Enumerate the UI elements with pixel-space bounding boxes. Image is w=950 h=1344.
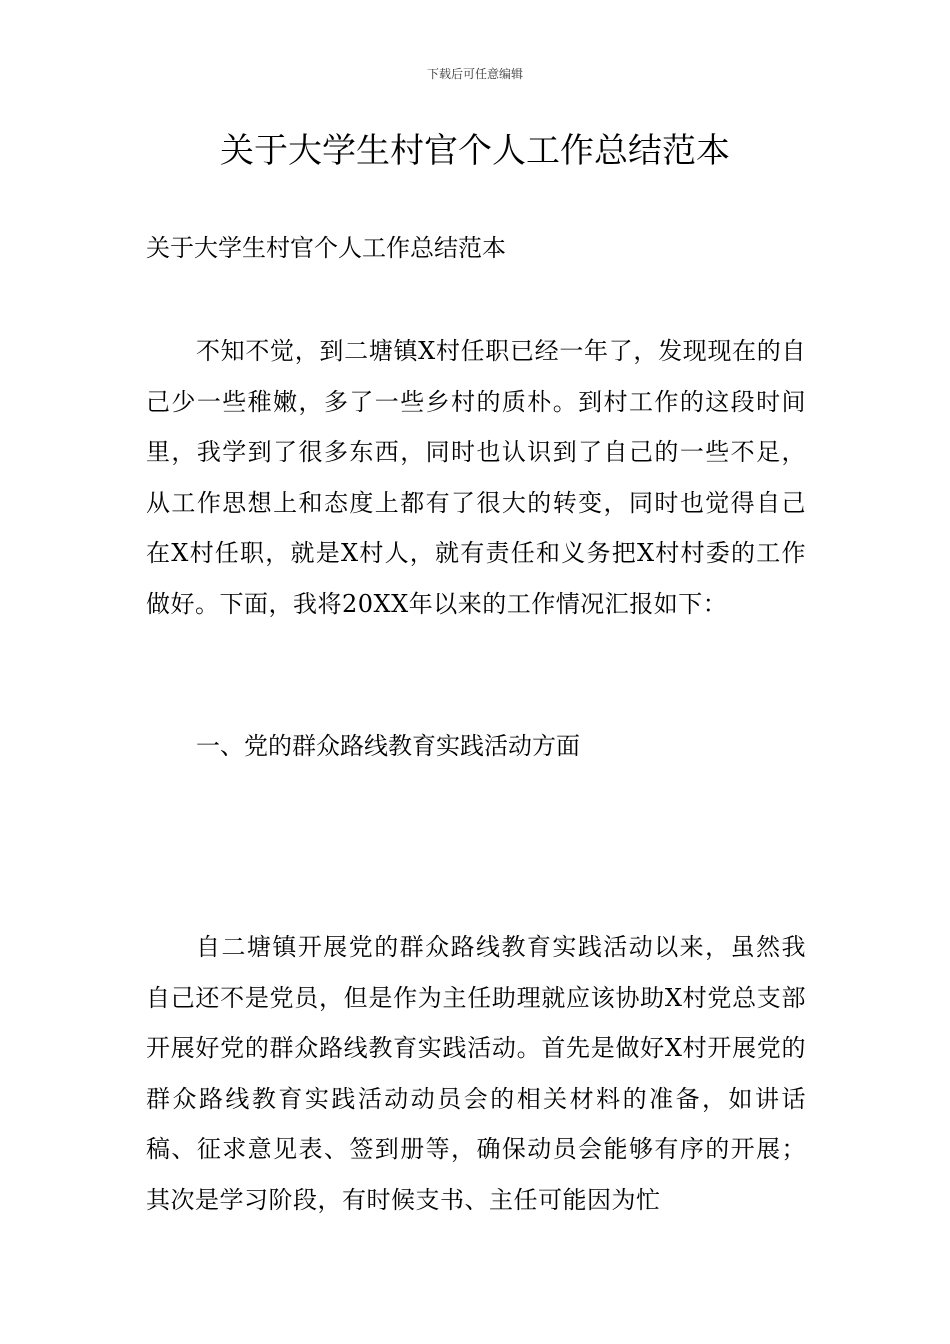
document-title: 关于大学生村官个人工作总结范本 xyxy=(220,131,730,171)
paragraph-intro: 不知不觉，到二塘镇X村任职已经一年了，发现现在的自己少一些稚嫩，多了一些乡村的质朴。到村工作的这段时间里，我学到了很多东西，同时也认识到了自己的一些不足，从工作思想上和态度上都有了很大的转变，同时也觉得自己在X村任职，就是X村人，就有责任和义务把X村村委的工作做好。下面，我将20XX年以来的工作情况汇报如下： xyxy=(146,337,806,618)
header-note: 下载后可任意编辑 xyxy=(426,67,523,81)
section-heading-1: 一、党的群众路线教育实践活动方面 xyxy=(196,732,580,760)
document-subtitle: 关于大学生村官个人工作总结范本 xyxy=(146,234,506,262)
paragraph-section-1: 自二塘镇开展党的群众路线教育实践活动以来，虽然我自己还不是党员，但是作为主任助理就应该协助X村党总支部开展好党的群众路线教育实践活动。首先是做好X村开展党的群众路线教育实践活动动员会的相关材料的准备，如讲话稿、征求意见表、签到册等，确保动员会能够有序的开展；其次是学习阶段，有时候支书、主任可能因为忙 xyxy=(146,933,806,1214)
